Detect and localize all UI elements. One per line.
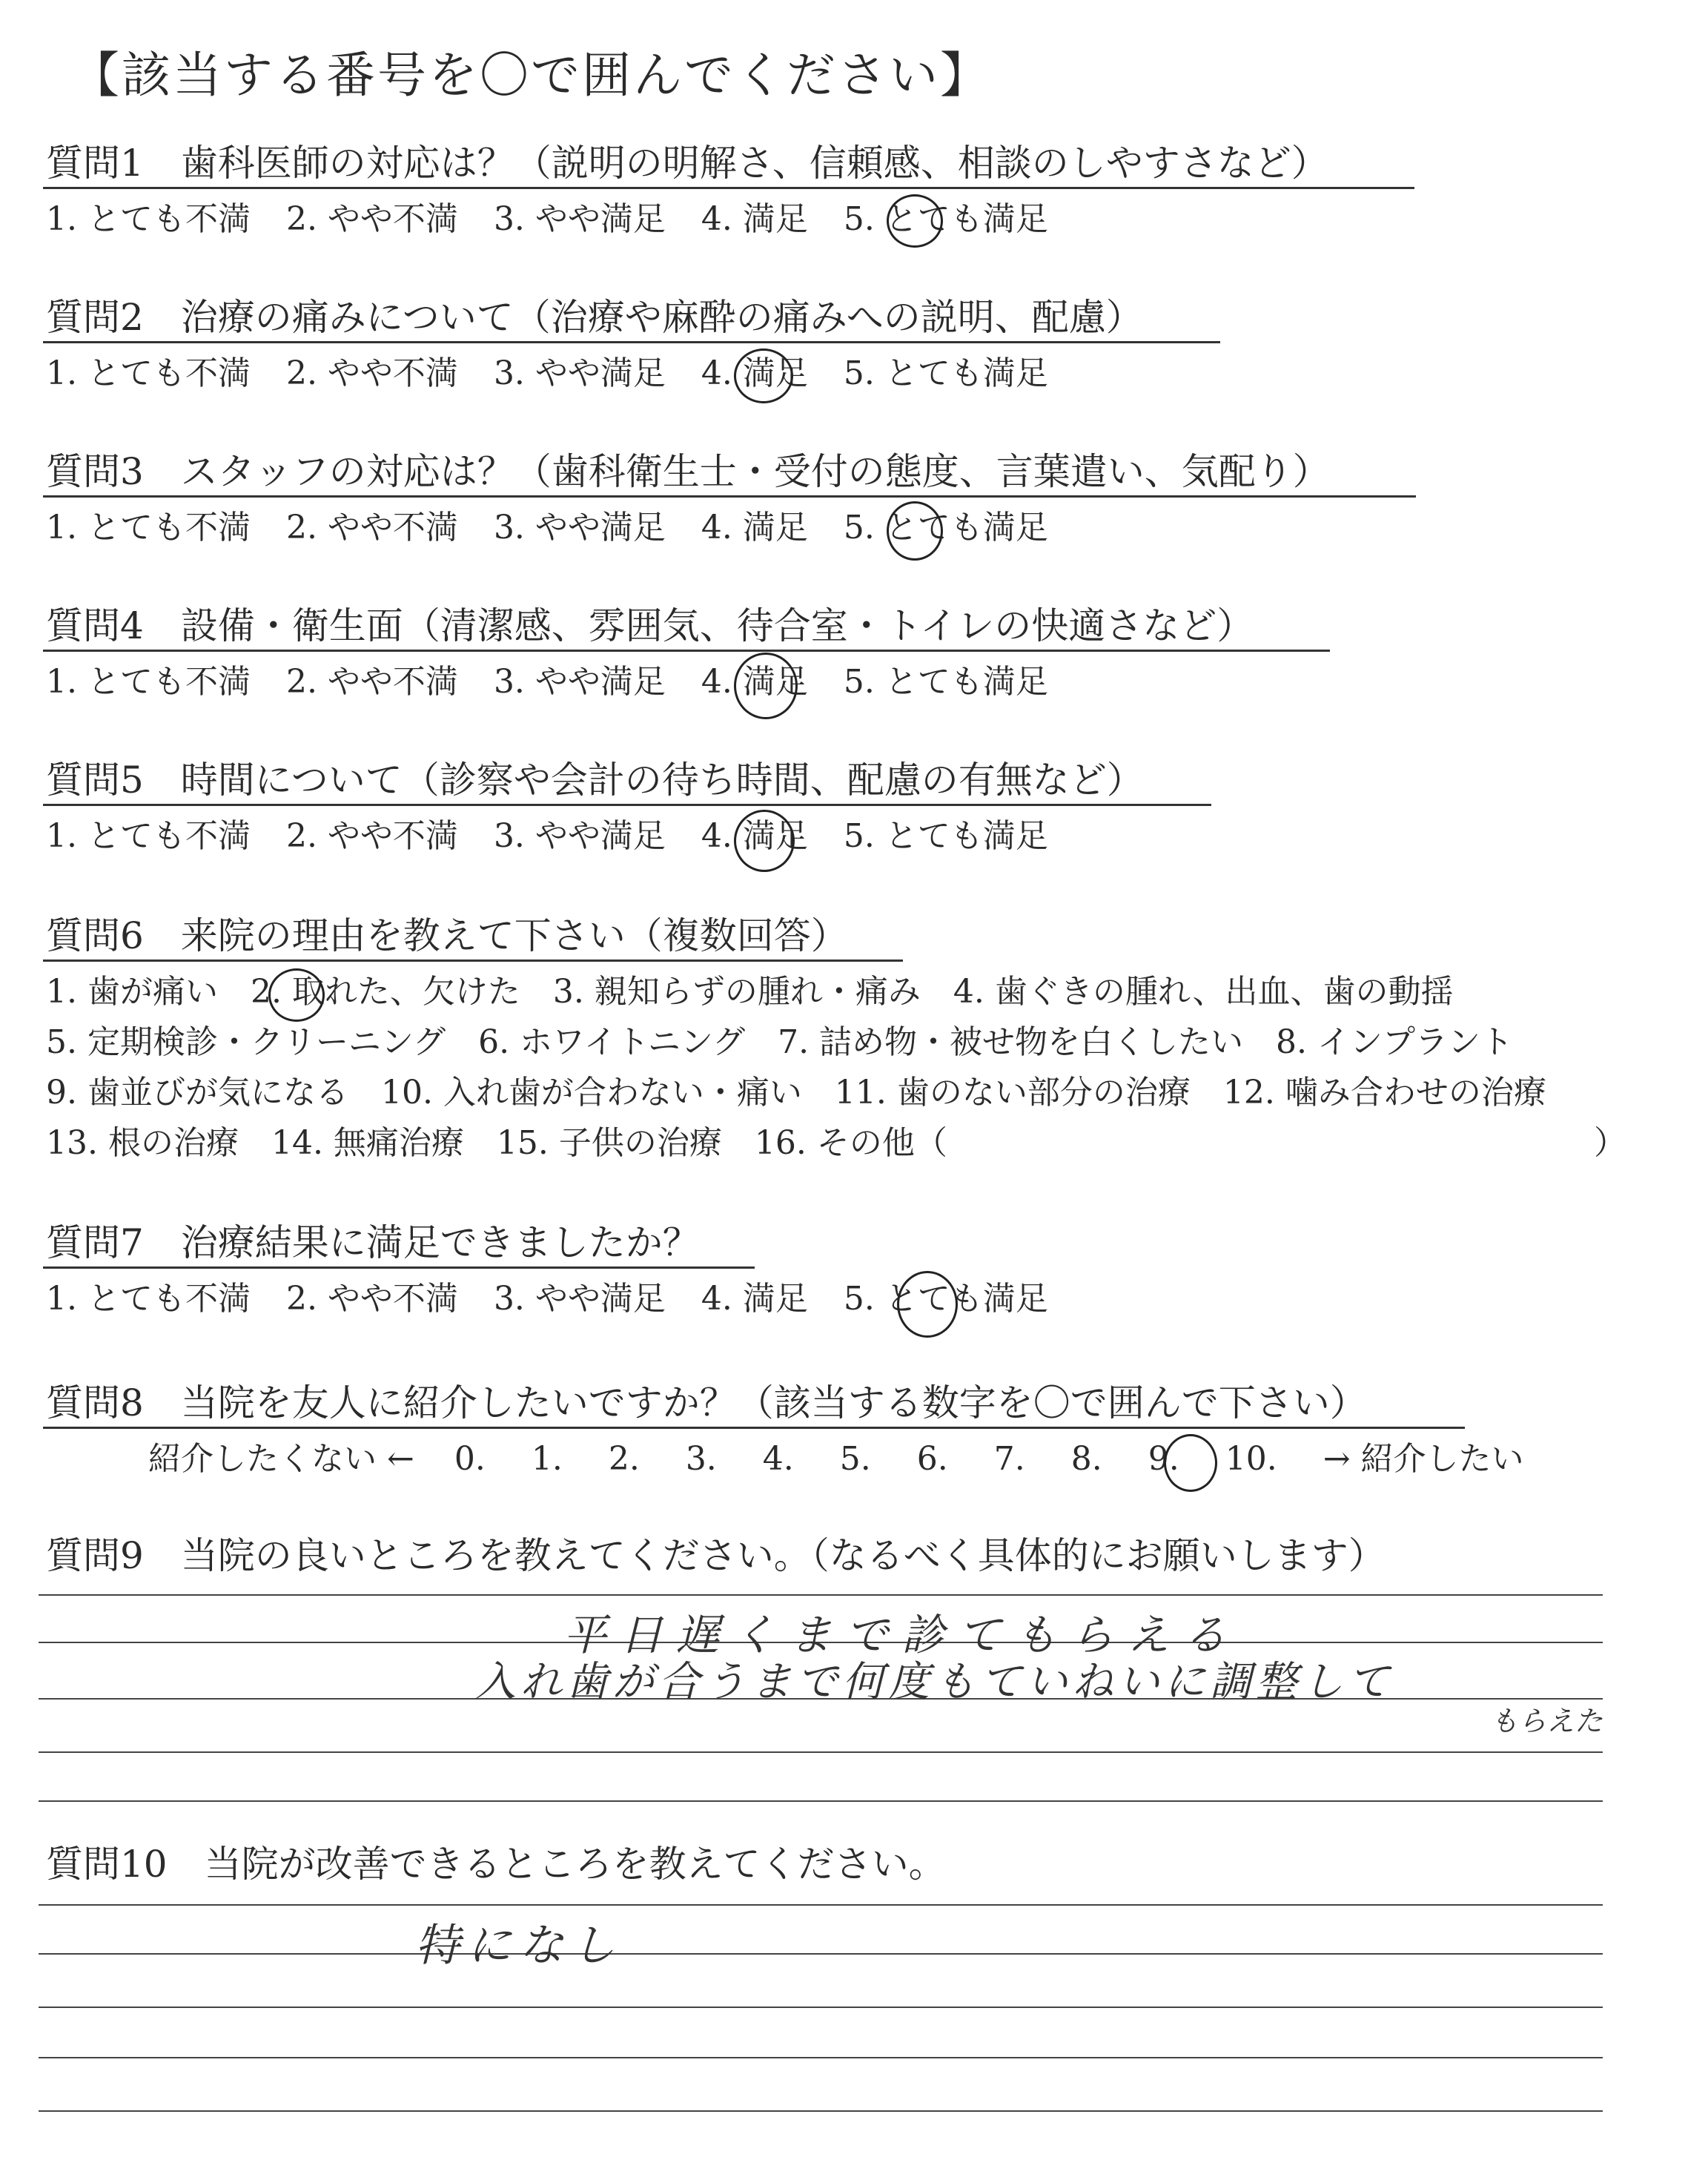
q6-other-close-paren: ）: [1594, 1124, 1626, 1162]
q6-answer-circle: [268, 968, 325, 1022]
q2-option-5[interactable]: 5. とても満足: [843, 354, 1048, 392]
q8-answer-circle: [1164, 1434, 1217, 1492]
q10-answer[interactable]: 特になし: [415, 1920, 623, 1972]
question-9-label: 質問9 当院の良いところを教えてください。（なるべく具体的にお願いします）: [46, 1534, 1386, 1577]
q5-option-4[interactable]: 4. 満足: [701, 817, 808, 855]
question-8-scale: [148, 1439, 1560, 1480]
q6-options-line-1[interactable]: 1. 歯が痛い 2. 取れた、欠けた 3. 親知らずの腫れ・痛み 4. 歯ぐきの腫れ、出血、歯の動揺: [46, 973, 1454, 1011]
q2-option-3[interactable]: 3. やや満足: [493, 354, 666, 392]
question-3-label: 質問3 スタッフの対応は？（歯科衛生士・受付の態度、言葉遣い、気配り）: [46, 450, 1330, 493]
q4-option-5[interactable]: 5. とても満足: [843, 663, 1048, 701]
question-3-underline: [43, 495, 1416, 498]
q2-option-1[interactable]: 1. とても不満: [46, 354, 251, 392]
q6-options-line-4[interactable]: 13. 根の治療 14. 無痛治療 15. 子供の治療 16. その他（: [46, 1124, 947, 1162]
q10-writing-line-2: [39, 1953, 1603, 1955]
question-4-underline: [43, 650, 1330, 652]
q4-option-3[interactable]: 3. やや満足: [493, 663, 666, 701]
q7-option-2[interactable]: 2. やや不満: [285, 1280, 458, 1318]
q8-score-8[interactable]: 8.: [1070, 1440, 1102, 1478]
q9-writing-line-1: [39, 1594, 1603, 1596]
q5-option-3[interactable]: 3. やや満足: [493, 817, 666, 855]
q7-answer-circle: [897, 1271, 958, 1338]
question-6-underline: [43, 960, 903, 962]
question-4-label: 質問4 設備・衛生面（清潔感、雰囲気、待合室・トイレの快適さなど）: [46, 604, 1254, 647]
question-5-underline: [43, 804, 1211, 806]
q8-score-6[interactable]: 6.: [916, 1440, 948, 1478]
q6-options-line-2[interactable]: 5. 定期検診・クリーニング 6. ホワイトニング 7. 詰め物・被せ物を白くしたい 8. インプラント: [46, 1023, 1514, 1061]
q1-answer-circle: [887, 194, 943, 248]
q8-score-10[interactable]: 10.: [1225, 1440, 1277, 1478]
q2-answer-circle: [734, 349, 793, 403]
q8-left-label: 紹介したくない ←: [148, 1440, 414, 1478]
question-5-options: [46, 816, 1073, 857]
q8-score-5[interactable]: 5.: [839, 1440, 871, 1478]
q7-option-1[interactable]: 1. とても不満: [46, 1280, 251, 1318]
question-1-underline: [43, 187, 1414, 189]
q9-writing-line-4: [39, 1751, 1603, 1753]
q10-writing-line-1: [39, 1904, 1603, 1906]
q8-score-2[interactable]: 2.: [608, 1440, 640, 1478]
q10-writing-line-5: [39, 2110, 1603, 2112]
question-8-label: 質問8 当院を友人に紹介したいですか？（該当する数字を〇で囲んで下さい）: [46, 1381, 1367, 1424]
question-10-label: 質問10 当院が改善できるところを教えてください。: [46, 1843, 946, 1886]
q8-score-3[interactable]: 3.: [685, 1440, 717, 1478]
q9-answer-line-2[interactable]: 入れ歯が合うまで何度もていねいに調整して: [474, 1658, 1394, 1706]
q3-option-1[interactable]: 1. とても不満: [46, 509, 251, 546]
q9-answer-line-1[interactable]: 平日遅くまで診てもらえる: [563, 1610, 1240, 1660]
q8-score-7[interactable]: 7.: [993, 1440, 1025, 1478]
q3-option-5[interactable]: 5. とても満足: [843, 509, 1048, 546]
q3-option-2[interactable]: 2. やや不満: [285, 509, 458, 546]
q5-option-1[interactable]: 1. とても不満: [46, 817, 251, 855]
question-7-label: 質問7 治療結果に満足できましたか？: [46, 1221, 700, 1264]
q3-answer-circle: [887, 501, 943, 561]
q1-option-4[interactable]: 4. 満足: [701, 200, 808, 238]
q10-writing-line-4: [39, 2057, 1603, 2058]
q7-option-4[interactable]: 4. 満足: [701, 1280, 808, 1318]
q2-option-2[interactable]: 2. やや不満: [285, 354, 458, 392]
q10-writing-line-3: [39, 2007, 1603, 2008]
question-2-label: 質問2 治療の痛みについて（治療や麻酔の痛みへの説明、配慮）: [46, 296, 1143, 339]
q9-answer-line-3[interactable]: もらえた: [1490, 1705, 1603, 1737]
q6-options-line-3[interactable]: 9. 歯並びが気になる 10. 入れ歯が合わない・痛い 11. 歯のない部分の治療 12. 噛み合わせの治療: [46, 1074, 1546, 1112]
question-4-options: [46, 661, 1073, 703]
question-6-label: 質問6 来院の理由を教えて下さい（複数回答）: [46, 914, 848, 957]
question-5-label: 質問5 時間について（診察や会計の待ち時間、配慮の有無など）: [46, 759, 1144, 802]
q8-score-0[interactable]: 0.: [454, 1440, 486, 1478]
question-2-options: [46, 353, 1073, 394]
q4-option-1[interactable]: 1. とても不満: [46, 663, 251, 701]
q5-answer-circle: [734, 810, 795, 872]
q4-option-2[interactable]: 2. やや不満: [285, 663, 458, 701]
page-title: 【該当する番号を〇で囲んでください】: [70, 47, 991, 104]
question-1-label: 質問1 歯科医師の対応は？（説明の明解さ、信頼感、相談のしやすさなど）: [46, 142, 1328, 185]
q2-option-4[interactable]: 4. 満足: [701, 354, 808, 392]
question-2-underline: [43, 341, 1220, 343]
q1-option-2[interactable]: 2. やや不満: [285, 200, 458, 238]
question-8-underline: [43, 1427, 1465, 1429]
q8-score-1[interactable]: 1.: [531, 1440, 563, 1478]
q8-score-9[interactable]: 9.: [1148, 1440, 1179, 1478]
q7-option-3[interactable]: 3. やや満足: [493, 1280, 666, 1318]
q7-option-5[interactable]: 5. とても満足: [843, 1280, 1048, 1318]
q1-option-3[interactable]: 3. やや満足: [493, 200, 666, 238]
q4-answer-circle: [734, 653, 798, 719]
q1-option-1[interactable]: 1. とても不満: [46, 200, 251, 238]
q1-option-5[interactable]: 5. とても満足: [843, 200, 1048, 238]
q3-option-3[interactable]: 3. やや満足: [493, 509, 666, 546]
question-7-underline: [43, 1266, 755, 1269]
q5-option-2[interactable]: 2. やや不満: [285, 817, 458, 855]
q3-option-4[interactable]: 4. 満足: [701, 509, 808, 546]
q9-writing-line-5: [39, 1800, 1603, 1802]
q4-option-4[interactable]: 4. 満足: [701, 663, 808, 701]
q5-option-5[interactable]: 5. とても満足: [843, 817, 1048, 855]
q8-right-label: → 紹介したい: [1323, 1440, 1524, 1478]
q8-score-4[interactable]: 4.: [762, 1440, 794, 1478]
